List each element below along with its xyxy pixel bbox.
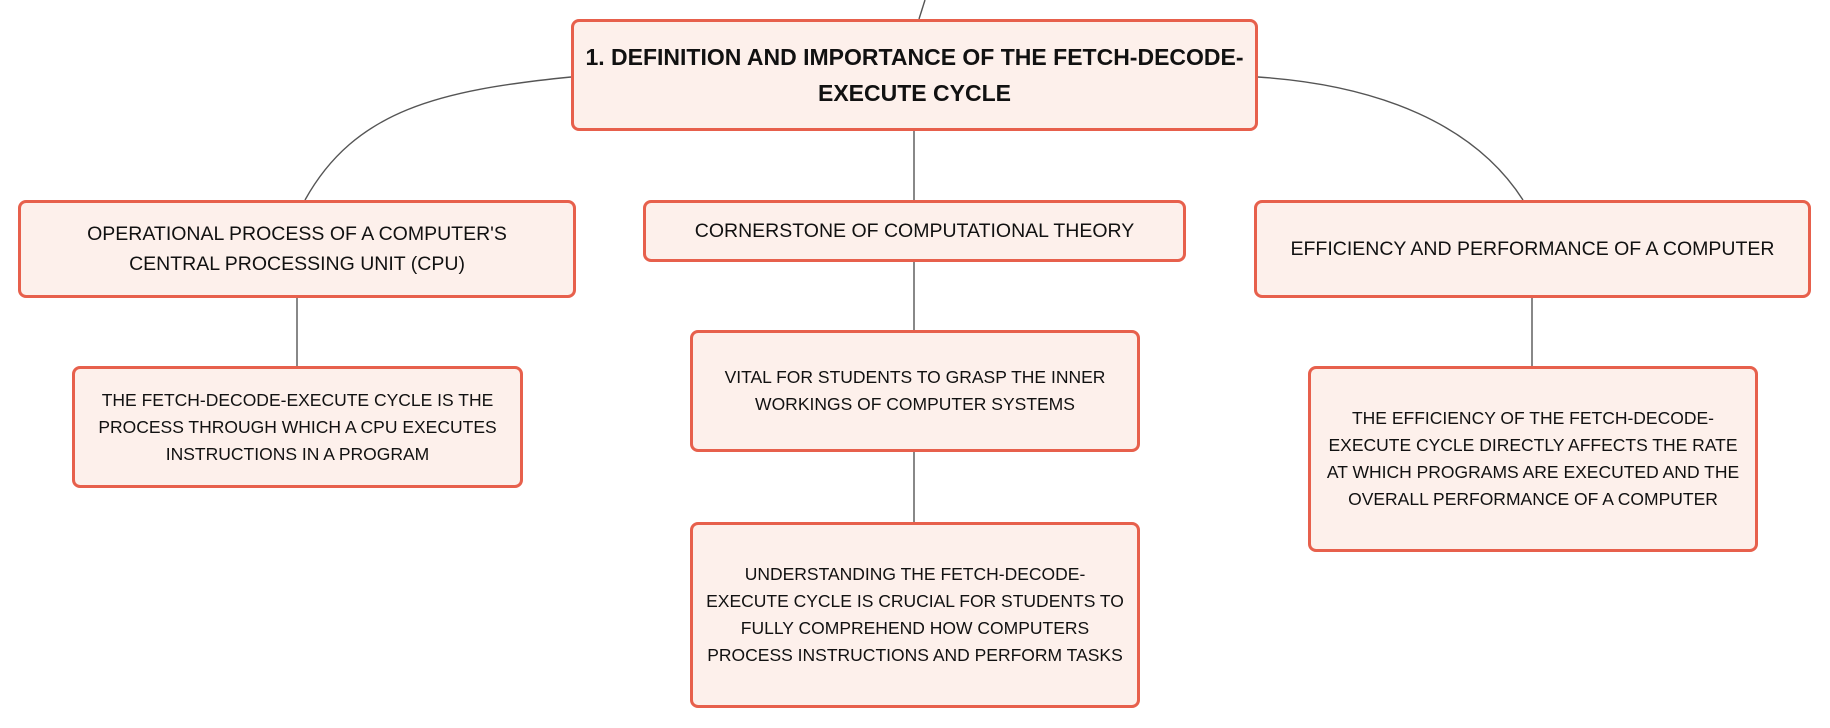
connector-root-to-efficiency bbox=[1258, 77, 1523, 200]
subtopic-label-cycle-definition: THE FETCH-DECODE-EXECUTE CYCLE IS THE PROCESS THROUGH WHICH A CPU EXECUTES INSTRUCTIONS IN A PROGRAM bbox=[98, 389, 497, 464]
topic-label-computational-theory: CORNERSTONE OF COMPUTATIONAL THEORY bbox=[694, 220, 1135, 242]
subtopic-node-vital-for-students[interactable] bbox=[690, 330, 1140, 452]
topic-label-efficiency: EFFICIENCY AND PERFORMANCE OF A COMPUTER bbox=[1290, 238, 1775, 260]
subtopic-node-cycle-definition[interactable] bbox=[72, 366, 523, 488]
topic-node-cpu-process[interactable] bbox=[18, 200, 576, 298]
subtopic-node-understanding-crucial[interactable] bbox=[690, 522, 1140, 708]
subtopic-node-efficiency-impact[interactable] bbox=[1308, 366, 1758, 552]
topic-node-computational-theory[interactable] bbox=[643, 200, 1186, 262]
topic-node-efficiency[interactable] bbox=[1254, 200, 1811, 298]
root-topic-label: 1. DEFINITION AND IMPORTANCE OF THE FETCH-DECODE-EXECUTE CYCLE bbox=[585, 44, 1244, 106]
topic-label-cpu-process: OPERATIONAL PROCESS OF A COMPUTER'S CENTRAL PROCESSING UNIT (CPU) bbox=[87, 223, 507, 275]
connector-root-to-cpu bbox=[305, 77, 571, 200]
subtopic-label-vital-for-students: VITAL FOR STUDENTS TO GRASP THE INNER WORKINGS OF COMPUTER SYSTEMS bbox=[724, 367, 1106, 414]
subtopic-label-efficiency-impact: THE EFFICIENCY OF THE FETCH-DECODE-EXECUTE CYCLE DIRECTLY AFFECTS THE RATE AT WHICH PROGRAMS ARE EXECUTED AND THE OVERALL PERFORMANCE OF A COMPUTER bbox=[1326, 408, 1740, 509]
root-topic-node[interactable] bbox=[571, 19, 1258, 131]
connector-parent-to-root bbox=[919, 0, 925, 19]
subtopic-label-understanding-crucial: UNDERSTANDING THE FETCH-DECODE-EXECUTE CYCLE IS CRUCIAL FOR STUDENTS TO FULLY COMPREHEND HOW COMPUTERS PROCESS INSTRUCTIONS AND PERFORM TASKS bbox=[706, 564, 1124, 665]
